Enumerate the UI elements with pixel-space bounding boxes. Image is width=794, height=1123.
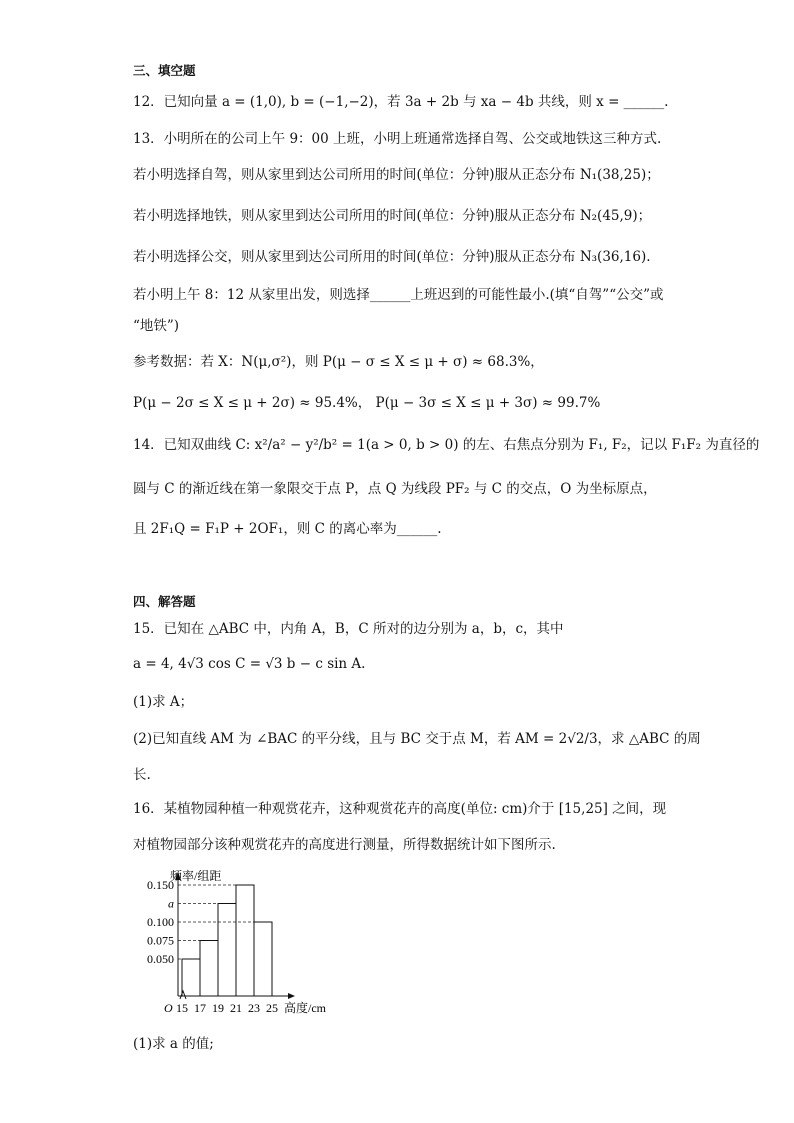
- x-tick-label-23: 23: [248, 1001, 260, 1015]
- question-14-line-2: 圆与 C 的渐近线在第一象限交于点 P，点 Q 为线段 PF₂ 与 C 的交点，O 为坐标原点，: [133, 481, 657, 497]
- question-13-line-6: “地铁”): [133, 318, 180, 334]
- question-15-part-2-end: 长.: [133, 767, 151, 783]
- question-14-line-3: 且 2F₁Q = F₁P + 2OF₁，则 C 的离心率为______.: [133, 521, 442, 537]
- x-tick-label-21: 21: [230, 1001, 242, 1015]
- question-13-line-3: 若小明选择地铁，则从家里到达公司所用的时间(单位：分钟)服从正态分布 N₂(45,9)；: [133, 208, 652, 224]
- question-16-line-2: 对植物园部分该种观赏花卉的高度进行测量，所得数据统计如下图所示.: [133, 837, 556, 853]
- section-heading-fill-blank: 三、填空题: [133, 63, 196, 78]
- x-tick-label-17: 17: [194, 1001, 206, 1015]
- y-tick-label-4: 0.150: [147, 878, 174, 892]
- histogram-chart: [128, 866, 358, 1026]
- question-13-reference-2: P(μ − 2σ ≤ X ≤ μ + 2σ) ≈ 95.4%， P(μ − 3σ ≤ X ≤ μ + 3σ) ≈ 99.7%: [133, 395, 601, 411]
- question-15-line-1: 15．已知在 △ABC 中，内角 A，B，C 所对的边分别为 a，b，c，其中: [133, 621, 564, 637]
- question-15-part-2: (2)已知直线 AM 为 ∠BAC 的平分线，且与 BC 交于点 M，若 AM = 2√2/3，求 △ABC 的周: [133, 731, 701, 747]
- section-heading-solve: 四、解答题: [133, 594, 196, 609]
- x-axis-title: 高度/cm: [284, 1001, 326, 1015]
- question-16-line-1: 16．某植物园种植一种观赏花卉，这种观赏花卉的高度(单位: cm)介于 [15,25] 之间，现: [133, 801, 667, 817]
- bar-15-17: [182, 959, 200, 996]
- x-tick-label-19: 19: [212, 1001, 224, 1015]
- question-13-reference-1: 参考数据：若 X：N(μ,σ²)，则 P(μ − σ ≤ X ≤ μ + σ) ≈ 68.3%，: [133, 354, 544, 370]
- question-14-line-1: 14．已知双曲线 C: x²/a² − y²/b² = 1(a > 0, b > 0) 的左、右焦点分别为 F₁, F₂，记以 F₁F₂ 为直径的: [133, 437, 760, 453]
- question-16-part-1: (1)求 a 的值;: [133, 1036, 214, 1052]
- bar-19-21: [218, 904, 236, 997]
- question-15-part-1: (1)求 A；: [133, 694, 194, 710]
- question-15-line-2: a = 4, 4√3 cos C = √3 b − c sin A.: [133, 656, 366, 672]
- question-13-line-2: 若小明选择自驾，则从家里到达公司所用的时间(单位：分钟)服从正态分布 N₁(38,25)；: [133, 167, 660, 183]
- bar-23-25: [254, 922, 272, 996]
- y-tick-label-3: a: [168, 896, 174, 911]
- origin-label: O: [164, 1001, 173, 1015]
- y-tick-label-1: 0.075: [147, 933, 174, 948]
- y-tick-label-0: 0.050: [147, 952, 174, 966]
- x-axis-arrow: [288, 993, 295, 999]
- question-13-line-4: 若小明选择公交，则从家里到达公司所用的时间(单位：分钟)服从正态分布 N₃(36,16).: [133, 249, 651, 265]
- question-12: 12．已知向量 a = (1,0), b = (−1,−2)，若 3a + 2b 与 xa − 4b 共线，则 x = ______.: [133, 94, 669, 110]
- question-13-line-1: 13．小明所在的公司上午 9：00 上班，小明上班通常选择自驾、公交或地铁这三种方式.: [133, 131, 662, 147]
- bar-21-23: [236, 885, 254, 996]
- bar-17-19: [200, 941, 218, 997]
- y-tick-label-2: 0.100: [147, 915, 174, 929]
- x-tick-label-25: 25: [266, 1001, 278, 1015]
- axis-break: [180, 991, 186, 999]
- x-tick-label-15: 15: [176, 1001, 188, 1015]
- question-13-line-5: 若小明上午 8：12 从家里出发，则选择______上班迟到的可能性最小.(填“自驾”“公交”或: [133, 287, 664, 303]
- y-axis-title: 频率/组距: [170, 869, 222, 883]
